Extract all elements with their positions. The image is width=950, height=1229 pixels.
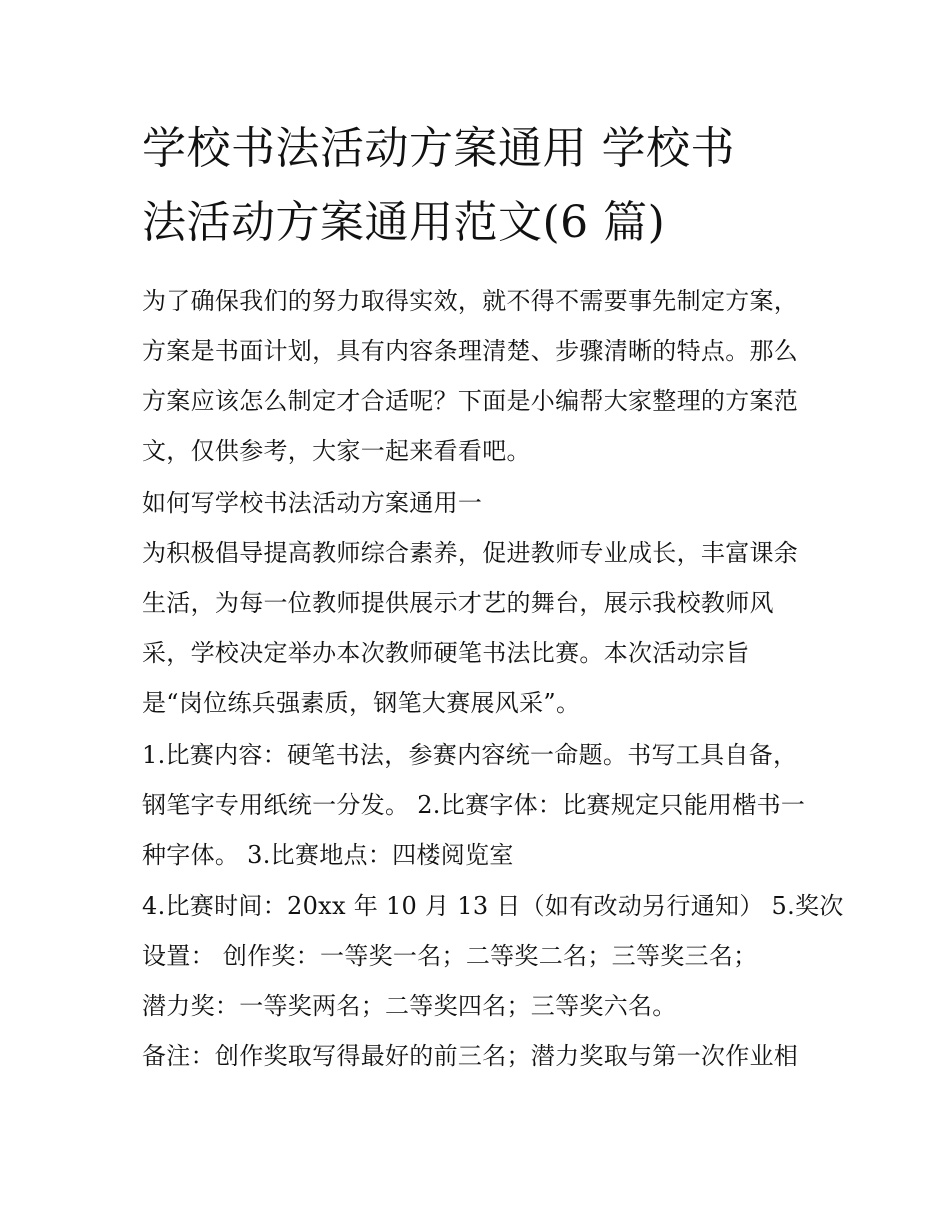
purpose-line: 是“岗位练兵强素质，钢笔大赛展风采”。 bbox=[142, 689, 581, 717]
items-paragraph-b bbox=[142, 881, 844, 1031]
purpose-line: 为积极倡导提高教师综合素养，促进教师专业成长，丰富课余 bbox=[142, 539, 799, 567]
intro-line: 文，仅供参考，大家一起来看看吧。 bbox=[142, 437, 531, 465]
item-line: 钢笔字专用纸统一分发。 2.比赛字体：比赛规定只能用楷书一 bbox=[142, 791, 806, 819]
note-line: 备注：创作奖取写得最好的前三名；潜力奖取与第一次作业相 bbox=[142, 1042, 799, 1070]
items-paragraph-a bbox=[142, 730, 822, 880]
title-line: 学校书法活动方案通用 学校书 bbox=[142, 123, 735, 174]
intro-paragraph bbox=[142, 276, 822, 476]
intro-line: 方案应该怎么制定才合适呢？下面是小编帮大家整理的方案范 bbox=[142, 387, 799, 415]
purpose-paragraph bbox=[142, 528, 822, 728]
item-line: 种字体。 3.比赛地点：四楼阅览室 bbox=[142, 841, 514, 869]
item-line: 4.比赛时间：20xx 年 10 月 13 日（如有改动另行通知） 5.奖次 bbox=[142, 892, 844, 920]
section-heading bbox=[142, 478, 822, 528]
intro-line: 方案是书面计划，具有内容条理清楚、步骤清晰的特点。那么 bbox=[142, 337, 799, 365]
note-paragraph bbox=[142, 1031, 822, 1081]
item-line: 潜力奖：一等奖两名；二等奖四名；三等奖六名。 bbox=[142, 992, 677, 1020]
item-line: 设置： 创作奖：一等奖一名；二等奖二名；三等奖三名； bbox=[142, 942, 758, 970]
title-line: 法活动方案通用范文(6 篇) bbox=[142, 197, 666, 248]
purpose-line: 采，学校决定举办本次教师硬笔书法比赛。本次活动宗旨 bbox=[142, 639, 750, 667]
section-heading-text: 如何写学校书法活动方案通用一 bbox=[142, 489, 483, 517]
item-line: 1.比赛内容：硬笔书法，参赛内容统一命题。书写工具自备， bbox=[142, 741, 798, 769]
purpose-line: 生活，为每一位教师提供展示才艺的舞台，展示我校教师风 bbox=[142, 589, 774, 617]
document-title bbox=[142, 112, 822, 260]
intro-line: 为了确保我们的努力取得实效，就不得不需要事先制定方案， bbox=[142, 287, 799, 315]
